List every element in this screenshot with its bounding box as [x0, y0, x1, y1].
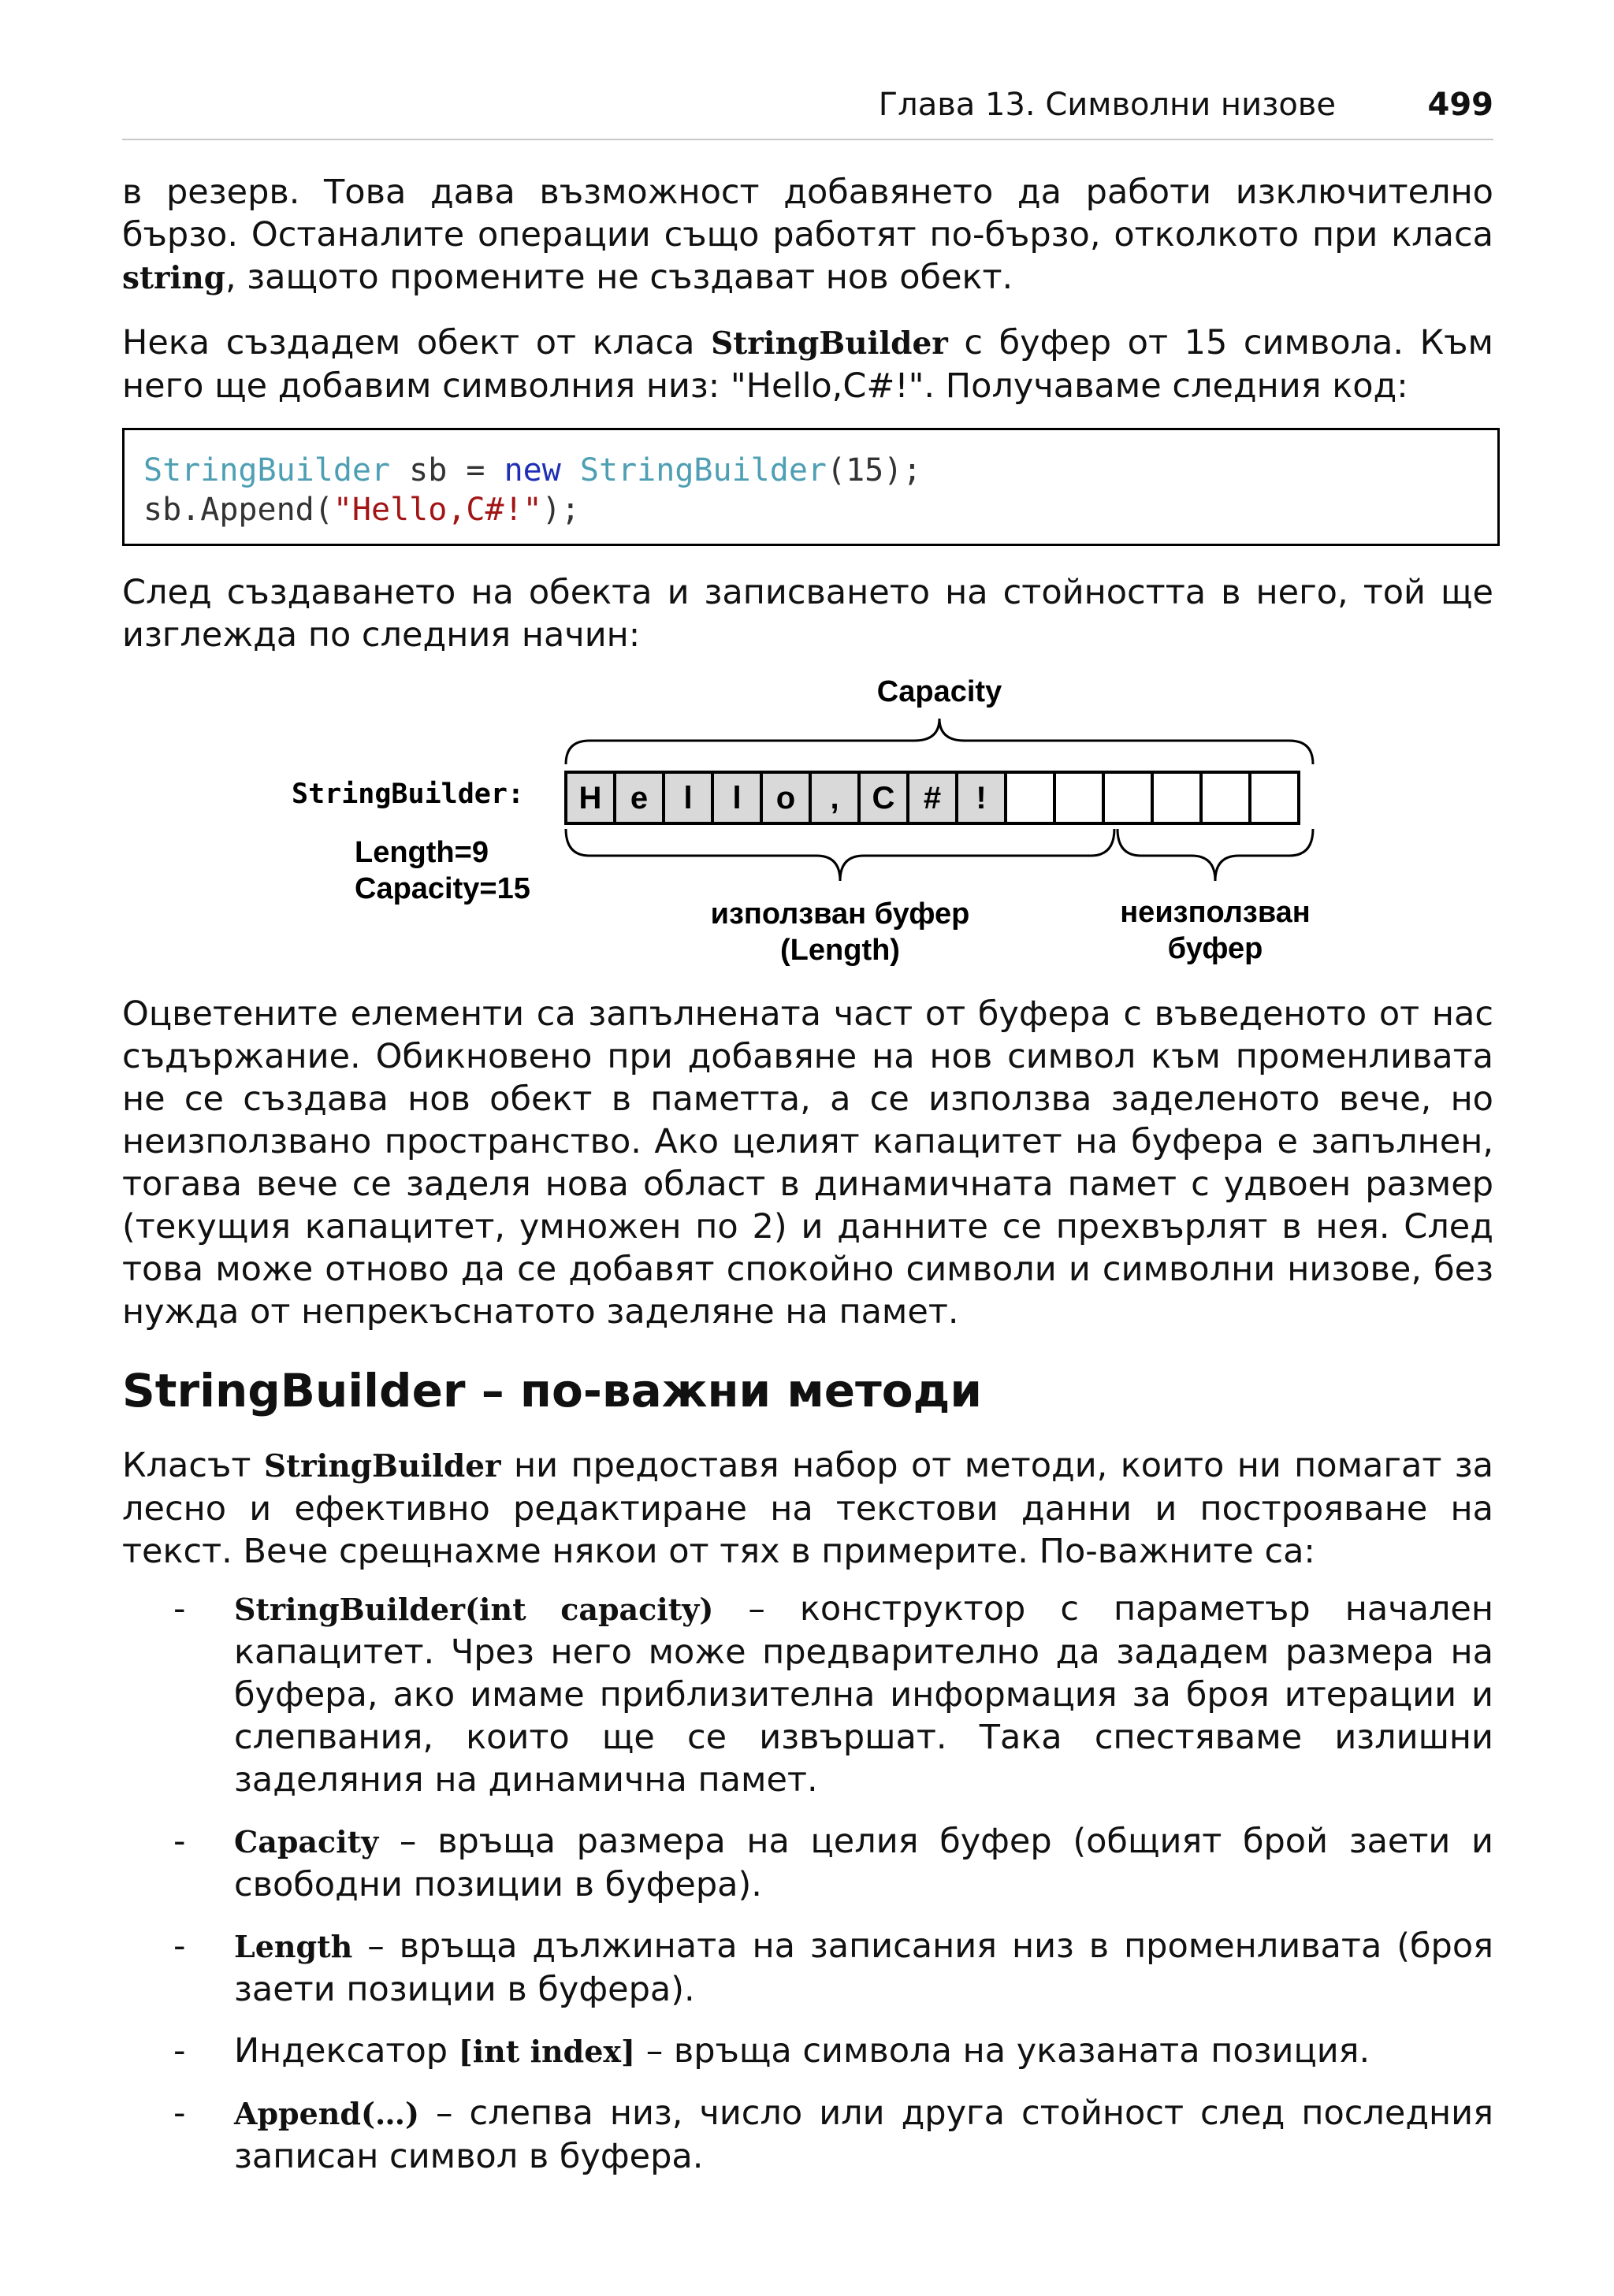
- paragraph-after-creation: След създаването на обекта и записването на стойността в него, той ще изглежда по следния начин:: [122, 573, 1493, 655]
- section-title: StringBuilder – по-важни методи: [122, 1364, 983, 1417]
- buffer-cell-char: ,: [830, 781, 839, 815]
- text-run: в резерв. Това дава възможност добавянето да работи изключително бързо. Останалите операции също работят по-бързо, отколкото при класа: [122, 173, 1493, 254]
- code-text: sb =: [390, 452, 504, 489]
- code-keyword: new: [504, 452, 561, 489]
- buffer-cell-char: C: [872, 781, 895, 815]
- used-buffer-brace: [566, 829, 1114, 881]
- inline-code-stringbuilder: StringBuilder: [711, 325, 948, 362]
- buffer-cell-box: [1250, 772, 1299, 823]
- capacity-value-label: Capacity=15: [355, 872, 530, 905]
- buffer-cell: [1006, 772, 1054, 823]
- buffer-cell-char: l: [732, 781, 742, 815]
- method-description: – слепва низ, число или друга стойност след последния записан символ в буфера.: [234, 2094, 1493, 2176]
- unused-buffer-label-2: буфер: [1167, 932, 1263, 965]
- method-name: Capacity: [234, 1824, 379, 1859]
- buffer-cell-char: o: [775, 781, 796, 815]
- list-item: [122, 2030, 1493, 2073]
- unused-buffer-label: неизползван: [1120, 896, 1311, 929]
- unused-buffer-brace: [1118, 829, 1313, 881]
- list-item: [122, 2092, 1493, 2178]
- method-name: Length: [234, 1929, 353, 1964]
- method-name: StringBuilder(int capacity): [234, 1592, 714, 1627]
- list-dash: -: [173, 2031, 186, 2071]
- buffer-cell: [664, 772, 712, 823]
- method-description: – връща размера на целия буфер (общият брой заети и свободни позиции в буфера).: [234, 1822, 1493, 1904]
- inline-code-stringbuilder: StringBuilder: [263, 1448, 501, 1484]
- method-description: – връща символа на указаната позиция.: [635, 2031, 1370, 2071]
- method-name: Append(…): [234, 2096, 419, 2131]
- list-item-text: [234, 2030, 1493, 2073]
- list-item-text: [234, 1820, 1493, 1906]
- method-name: [int index]: [458, 2034, 636, 2069]
- buffer-cell: [908, 772, 957, 823]
- buffer-cell: [712, 772, 761, 823]
- code-text: );: [541, 492, 580, 528]
- text-run: ни предоставя набор от методи, които ни помагат за лесно и ефективно редактиране на текстови данни и построяване на текст. Вече срещнахме някои от тях в примерите. По-важните са:: [122, 1446, 1493, 1571]
- code-text: sb.Append(: [143, 492, 333, 528]
- buffer-cell: [566, 772, 615, 823]
- list-dash: -: [173, 1822, 186, 1861]
- code-type: StringBuilder: [579, 452, 827, 489]
- length-label: Length=9: [355, 836, 489, 869]
- text-run: , защото промените не създават нов обект.: [225, 258, 1013, 297]
- code-line-2: [143, 490, 1480, 529]
- code-text: (15);: [827, 452, 922, 489]
- code-block: [122, 428, 1500, 546]
- chapter-title: Глава 13. Символни низове: [878, 87, 1336, 123]
- paragraph-intro: [122, 171, 1493, 299]
- code-type: StringBuilder: [143, 452, 391, 489]
- buffer-cell: [761, 772, 810, 823]
- page-header: [122, 85, 1493, 132]
- code-text: [561, 452, 580, 489]
- used-buffer-length-label: (Length): [780, 934, 900, 967]
- buffer-cell-box: [1201, 772, 1250, 823]
- list-dash: -: [173, 2094, 186, 2133]
- method-description: – връща дължината на записания низ в променливата (броя заети позиции в буфера).: [234, 1926, 1493, 2009]
- buffer-cell-box: [1054, 772, 1103, 823]
- paragraph-methods-intro: [122, 1444, 1493, 1573]
- buffer-cell-box: [1103, 772, 1152, 823]
- used-buffer-label: използван буфер: [710, 897, 970, 931]
- list-dash: -: [173, 1926, 186, 1966]
- code-line-1: [143, 451, 1480, 490]
- buffer-cell-char: !: [976, 781, 987, 815]
- page-number: 499: [1427, 87, 1493, 123]
- paragraph-explanation: Оцветените елементи са запълнената част от буфера с въведеното от нас съдържание. Обикновено при добавяне на нов символ към променливата не се създава нов обект в паметта, а се използва заделеното вече, но неизползвано пространство. Ако целият капацитет на буфера е запълнен, тогава вече се заделя нова област в динамичната памет с удвоен размер (текущия капацитет, умножен по 2) и данните се прехвърлят в нея. След това може отново да се добавят спокойно символи и символни низове, без нужда от непрекъснатото заделяне на памет.: [122, 994, 1493, 1332]
- list-item: [122, 1820, 1493, 1906]
- list-item-text: [234, 1588, 1493, 1801]
- capacity-brace: [566, 719, 1313, 764]
- list-dash: -: [173, 1589, 186, 1629]
- text-run: Нека създадем обект от класа: [122, 323, 712, 362]
- stringbuilder-label: StringBuilder:: [292, 778, 525, 810]
- list-item: [122, 1588, 1493, 1801]
- buffer-cell: [1250, 772, 1299, 823]
- buffer-cell: [1103, 772, 1152, 823]
- text-run: с буфер от 15 символа. Към него ще добавим символния низ: "Hello,C#!". Получаваме следния код:: [122, 323, 1493, 406]
- buffer-cell: [810, 772, 859, 823]
- stringbuilder-diagram: [0, 662, 1614, 977]
- buffer-cell: [1201, 772, 1250, 823]
- buffer-cell: [957, 772, 1006, 823]
- buffer-cell-char: e: [630, 781, 649, 815]
- inline-code-string: string: [122, 260, 225, 296]
- list-item: [122, 1925, 1493, 2011]
- buffer-cell-char: l: [683, 781, 693, 815]
- list-item-text: [234, 2092, 1493, 2178]
- code-string: "Hello,C#!": [333, 492, 542, 528]
- list-item-text: [234, 1925, 1493, 2011]
- buffer-cell: [1152, 772, 1201, 823]
- method-description: – конструктор с параметър начален капацитет. Чрез него може предварително да зададем размера на буфера, ако имаме приблизителна информация за броя итерации и слепвания, които ще се извършат. Така спестяваме излишни заделяния на динамична памет.: [234, 1589, 1493, 1800]
- buffer-cells: [566, 772, 1299, 823]
- buffer-cell: [615, 772, 664, 823]
- buffer-cell-box: [1152, 772, 1201, 823]
- paragraph-create-object: [122, 321, 1493, 407]
- text-run: Класът: [122, 1446, 264, 1485]
- capacity-label: Capacity: [876, 675, 1002, 708]
- header-divider: [122, 139, 1493, 140]
- buffer-cell-char: #: [923, 781, 942, 815]
- methods-list: [122, 1588, 1493, 2178]
- text-run: Индексатор: [234, 2031, 459, 2071]
- buffer-cell: [859, 772, 908, 823]
- buffer-cell: [1054, 772, 1103, 823]
- buffer-cell-box: [1006, 772, 1054, 823]
- buffer-cell-char: H: [578, 781, 602, 815]
